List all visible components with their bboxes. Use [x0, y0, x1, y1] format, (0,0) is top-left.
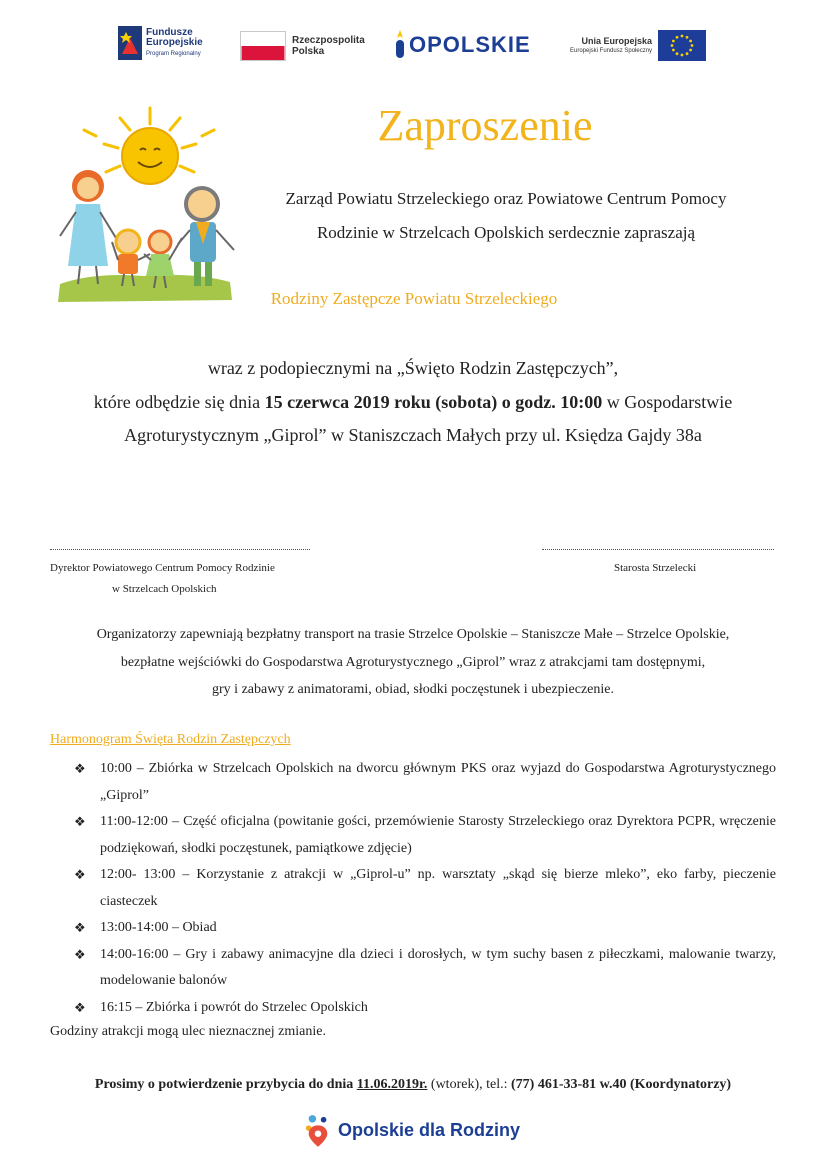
fundusze-line3: Program Regionalny: [146, 50, 201, 57]
schedule-item: [50, 915, 776, 942]
event-line2-prefix: które odbędzie się dnia: [93, 391, 265, 412]
schedule-item-text: 10:00 – Zbiórka w Strzelcach Opolskich na dworcu głównym PKS oraz wyjazd do Gospodarstwa Agroturystycznego „Giprol”: [100, 761, 776, 803]
schedule-item-text: 12:00- 13:00 – Korzystanie z atrakcji w „Giprol-u” np. warsztaty „skąd się bierze mleko”, eko farby, pieczenie ciasteczek: [100, 867, 776, 909]
fundusze-europejskie-icon: [118, 26, 142, 60]
rp-line2: Polska: [292, 46, 325, 57]
logo-rzeczpospolita: [240, 31, 365, 61]
opolskie-mark-icon: [394, 30, 406, 60]
schedule-item: [50, 756, 776, 809]
rp-line1: Rzeczpospolita: [292, 35, 365, 46]
signature-line-right: [542, 549, 774, 550]
rsvp-deadline: 11.06.2019r.: [356, 1077, 428, 1092]
organizers-line3: gry i zabawy z animatorami, obiad, słodki poczęstunek i ubezpieczenie.: [212, 682, 614, 697]
schedule-item-text: 14:00-16:00 – Gry i zabawy animacyjne dla dzieci i dorosłych, w tym suchy basen z piłeczkami, malowanie twarzy, modelowanie balonów: [100, 946, 776, 988]
sun-face: [122, 128, 178, 184]
mother-figure: [60, 170, 116, 284]
schedule-note: Godziny atrakcji mogą ulec nieznacznej zmianie.: [50, 1024, 326, 1039]
bullet-icon: ❖: [74, 946, 86, 962]
signature-left-line1: Dyrektor Powiatowego Centrum Pomocy Rodzinie: [50, 562, 275, 574]
logo-opolskie: [394, 30, 531, 60]
schedule-item: [50, 862, 776, 915]
schedule-item: [50, 942, 776, 995]
fundusze-line1: Fundusze: [146, 26, 193, 38]
fundusze-text: [146, 28, 203, 59]
event-line2: [30, 386, 796, 420]
rsvp-middle: (wtorek), tel.:: [427, 1077, 511, 1092]
schedule-item-text: 11:00-12:00 – Część oficjalna (powitanie gości, przemówienie Starosty Strzeleckiego oraz Dyrektora PCPR, wręczenie podziękowań, słodki poczęstunek, pamiątkowe zdjęcie): [100, 814, 776, 856]
father-figure: [178, 188, 234, 286]
schedule-item: [50, 995, 776, 1022]
bullet-icon: ❖: [74, 814, 86, 829]
logo-fundusze-europejskie: [118, 26, 203, 60]
intro-text: [236, 182, 776, 250]
eu-flag-icon: [658, 30, 706, 61]
event-details: [30, 352, 796, 453]
event-line3: Agroturystycznym „Giprol” w Staniszczach Małych przy ul. Księdza Gajdy 38a: [124, 425, 702, 445]
ue-text: [570, 36, 652, 56]
rsvp-prefix: Prosimy o potwierdzenie przybycia do dnia: [94, 1077, 357, 1092]
schedule-item-text: 13:00-14:00 – Obiad: [100, 920, 217, 935]
logo-opolskie-dla-rodziny: [304, 1110, 534, 1150]
schedule-item: [50, 809, 776, 862]
schedule-list: [50, 756, 776, 1021]
schedule-title: Harmonogram Święta Rodzin Zastępczych: [50, 732, 291, 747]
rsvp-info: [30, 1077, 796, 1093]
event-line1: wraz z podopiecznymi na „Święto Rodzin Zastępczych”,: [207, 358, 619, 378]
event-date-time: 15 czerwca 2019 roku (sobota) o godz. 10:00: [264, 391, 603, 412]
rp-text: [292, 35, 365, 57]
bullet-icon: ❖: [74, 920, 86, 935]
bullet-icon: ❖: [74, 867, 86, 882]
invited-families: Rodziny Zastępcze Powiatu Strzeleckiego: [270, 289, 558, 308]
rsvp-phone: (77) 461-33-81 w.40 (Koordynatorzy): [511, 1077, 732, 1092]
organizers-line2: bezpłatne wejściówki do Gospodarstwa Agroturystycznego „Giprol” wraz z atrakcjami tam dostępnymi,: [120, 654, 706, 670]
logo-unia-europejska: [570, 30, 706, 61]
intro-line1: Zarząd Powiatu Strzeleckiego oraz Powiatowe Centrum Pomocy: [285, 189, 727, 208]
signature-right: Starosta Strzelecki: [614, 562, 697, 574]
invitation-title: Zaproszenie: [377, 101, 593, 150]
event-line2-suffix: w Gospodarstwie: [602, 391, 733, 412]
poland-flag-icon: [240, 31, 286, 61]
intro-line2: Rodzinie w Strzelcach Opolskich serdecznie zapraszają: [316, 223, 696, 242]
family-sun-illustration: [54, 104, 240, 304]
ue-line2: Europejski Fundusz Społeczny: [570, 47, 653, 54]
signature-line-left: [50, 549, 310, 550]
bullet-icon: ❖: [74, 999, 86, 1015]
organizers-line1: Organizatorzy zapewniają bezpłatny transport na trasie Strzelce Opolskie – Staniszcze Małe – Strzelce Opolskie,: [96, 627, 730, 642]
schedule-item-text: 16:15 – Zbiórka i powrót do Strzelec Opolskich: [100, 999, 368, 1015]
bullet-icon: ❖: [74, 761, 86, 776]
ue-line1: Unia Europejska: [581, 35, 653, 46]
opolskie-text: OPOLSKIE: [409, 32, 531, 57]
fundusze-line2: Europejskie: [146, 36, 203, 48]
location-pin-icon: [304, 1112, 332, 1148]
signature-left-line2: w Strzelcach Opolskich: [112, 583, 217, 595]
opolskie-dla-rodziny-text: Opolskie dla Rodziny: [338, 1119, 521, 1140]
signature-left: [50, 558, 320, 600]
organizers-info: [40, 621, 786, 704]
